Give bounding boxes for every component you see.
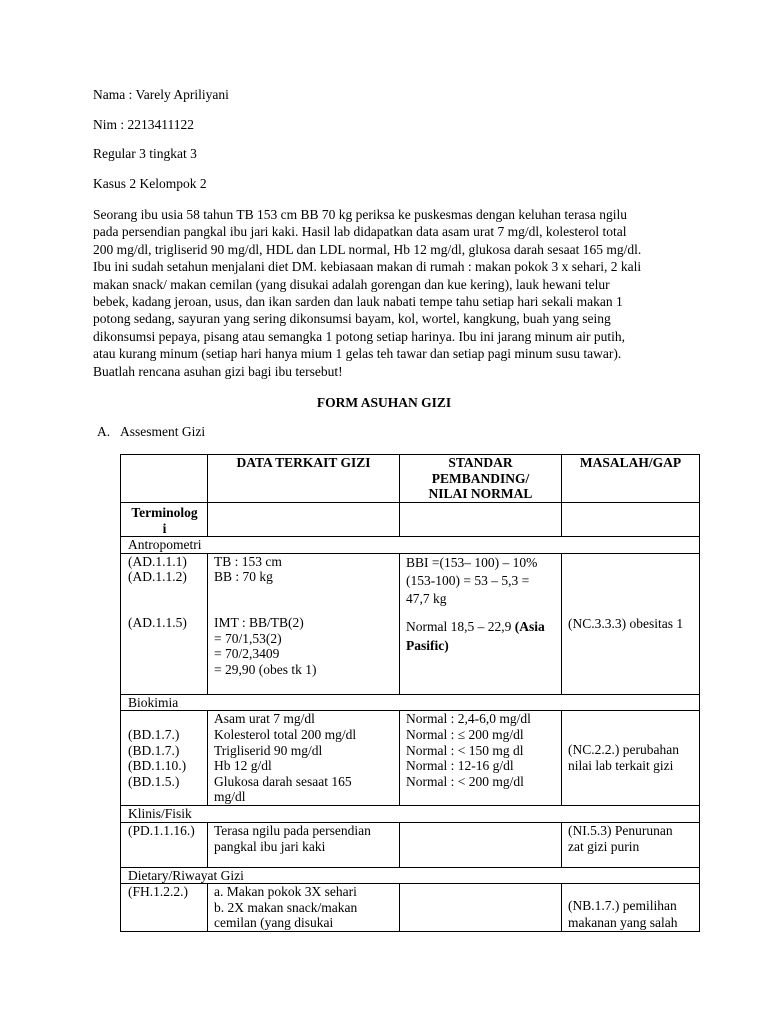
header-terminologi — [121, 503, 208, 537]
table-header-row — [121, 455, 700, 503]
data-cell — [208, 822, 400, 867]
student-class: Regular 3 tingkat 3 — [93, 146, 197, 161]
problem-line: (NC.2.2.) perubahan — [568, 742, 679, 758]
case-line: makan snack/ makan cemilan (yang disukai adalah gorengan dan kue kering), lauk hewani telur — [93, 276, 610, 292]
code-label: (AD.1.1.1) — [128, 553, 187, 569]
problem-cell — [562, 553, 700, 694]
terminology-cell — [121, 711, 208, 806]
case-line: potong sedang, sayuran yang sering dikonsumsi bayam, kol, wortel, kangkung, buah yang seing — [93, 311, 611, 327]
code-label: (BD.1.5.) — [128, 773, 180, 789]
data-line: Hb 12 g/dl — [214, 758, 272, 774]
problem-cell — [562, 822, 700, 867]
category-klinis: Klinis/Fisik — [121, 805, 700, 822]
spacer — [568, 711, 693, 742]
category-biokimia: Biokimia — [121, 694, 700, 711]
data-line: b. 2X makan snack/makan — [214, 899, 358, 915]
spacer — [128, 711, 201, 727]
problem-line: (NC.3.3.3) obesitas 1 — [568, 615, 684, 631]
table-row — [121, 822, 700, 867]
problem-line: (NI.5.3) Penurunan — [568, 822, 673, 838]
problem-cell — [562, 884, 700, 932]
code-label: (AD.1.1.2) — [128, 569, 187, 585]
case-group: Kasus 2 Kelompok 2 — [93, 176, 207, 191]
case-line: atau kurang minum (setiap hari hanya mium 1 gelas teh tawar dan setiap pagi minum susu tawar). — [93, 346, 622, 362]
code-label: (BD.1.7.) — [128, 726, 180, 742]
header-terminologi-line: i — [162, 520, 167, 536]
problem-line: (NB.1.7.) pemilihan — [568, 898, 677, 914]
standard-line: BBI =(153– 100) – 10% — [406, 554, 538, 570]
data-cell — [208, 711, 400, 806]
section-heading — [97, 424, 205, 440]
problem-cell — [562, 711, 700, 806]
standard-line: Normal : 2,4-6,0 mg/dl — [406, 711, 531, 727]
code-label: (AD.1.1.5) — [128, 614, 187, 630]
data-line: Trigliserid 90 mg/dl — [214, 742, 323, 758]
category-dietary: Dietary/Riwayat Gizi — [121, 867, 700, 884]
header-data: DATA TERKAIT GIZI — [208, 455, 400, 503]
spacer — [568, 554, 693, 616]
empty-cell — [400, 822, 562, 867]
table-row — [121, 503, 700, 537]
category-row — [121, 867, 700, 884]
case-line: Ibu ini sudah setahun menjalani diet DM. kebiasaan makan di rumah : makan pokok 3 x sehari, 2 kali — [93, 259, 642, 275]
spacer — [214, 585, 393, 615]
data-line: = 29,90 (obes tk 1) — [214, 661, 317, 677]
standard-cell — [400, 711, 562, 806]
empty-cell — [400, 503, 562, 537]
problem-line: zat gizi purin — [568, 839, 640, 855]
spacer — [568, 884, 693, 897]
data-line: = 70/1,53(2) — [214, 630, 282, 646]
data-line: TB : 153 cm — [214, 553, 282, 569]
code-label: (FH.1.2.2.) — [128, 884, 188, 900]
header-masalah: MASALAH/GAP — [562, 455, 700, 503]
section-title: Assesment Gizi — [120, 424, 206, 439]
data-line: BB : 70 kg — [214, 569, 273, 585]
empty-cell — [400, 884, 562, 932]
data-line: Terasa ngilu pada persendian — [214, 822, 371, 838]
student-name: Nama : Varely Apriliyani — [93, 87, 229, 102]
terminology-cell — [121, 822, 208, 867]
case-line: bebek, kadang jeroan, usus, dan ikan sarden dan lauk nabati tempe tahu setiap hari sekali makan 1 — [93, 294, 623, 310]
standard-bold-text: (Asia — [514, 618, 545, 634]
category-row — [121, 805, 700, 822]
category-row — [121, 694, 700, 711]
case-line: pada persendian pangkal ibu jari kaki. Hasil lab didapatkan data asam urat 7 mg/dl, kolesterol total — [93, 224, 627, 240]
standard-line: Normal : < 200 mg/dl — [406, 773, 524, 789]
spacer — [406, 608, 555, 617]
problem-line: nilai lab terkait gizi — [568, 757, 674, 773]
case-line: Seorang ibu usia 58 tahun TB 153 cm BB 70 kg periksa ke puskesmas dengan keluhan terasa ngilu — [93, 207, 628, 222]
standard-line: 47,7 kg — [406, 590, 447, 606]
header-standar-line: NILAI NORMAL — [428, 486, 533, 502]
table-row — [121, 553, 700, 694]
standard-line: Normal : ≤ 200 mg/dl — [406, 726, 524, 742]
standard-text: Normal 18,5 – 22,9 — [406, 618, 515, 634]
standard-bold-line: Pasific) — [406, 637, 449, 653]
category-antropometri: Antropometri — [121, 537, 700, 554]
data-line: = 70/2,3409 — [214, 646, 280, 662]
header-standar-line: PEMBANDING/ — [431, 470, 530, 486]
case-line: Buatlah rencana asuhan gizi bagi ibu tersebut! — [93, 363, 343, 379]
section-letter: A. — [97, 424, 111, 439]
empty-cell — [562, 503, 700, 537]
standard-line: (153-100) = 53 – 5,3 = — [406, 572, 530, 588]
code-label: (BD.1.7.) — [128, 742, 180, 758]
code-label: (PD.1.1.16.) — [128, 822, 195, 838]
table-row — [121, 884, 700, 932]
standard-line: Normal : < 150 mg dl — [406, 742, 524, 758]
table-row — [121, 711, 700, 806]
case-line: dikonsumsi pepaya, pisang atau semangka 1 potong setiap harinya. Ibu ini jarang minum air putih, — [93, 328, 626, 344]
data-line: pangkal ibu jari kaki — [214, 839, 326, 855]
spacer — [128, 585, 201, 615]
data-line: Asam urat 7 mg/dl — [214, 711, 315, 727]
header-standar — [400, 455, 562, 503]
problem-line: makanan yang salah — [568, 915, 678, 931]
header-empty-cell — [121, 455, 208, 503]
case-description — [93, 206, 693, 380]
terminology-cell — [121, 884, 208, 932]
empty-cell — [208, 503, 400, 537]
form-title: FORM ASUHAN GIZI — [316, 395, 452, 410]
data-line: Glukosa darah sesaat 165 — [214, 773, 352, 789]
code-label: (BD.1.10.) — [128, 758, 187, 774]
header-terminologi-line: Terminolog — [131, 505, 198, 520]
case-line: 200 mg/dl, trigliserid 90 mg/dl, HDL dan LDL normal, Hb 12 mg/dl, glukosa darah sesaat 165 mg/dl. — [93, 241, 642, 257]
header-standar-line: STANDAR — [448, 455, 513, 470]
data-line: cemilan (yang disukai — [214, 915, 334, 931]
terminology-cell — [121, 553, 208, 694]
student-nim: Nim : 2213411122 — [93, 117, 194, 132]
standard-cell — [400, 553, 562, 694]
assessment-table — [120, 454, 700, 932]
data-line: Kolesterol total 200 mg/dl — [214, 726, 357, 742]
data-line: IMT : BB/TB(2) — [214, 614, 304, 630]
data-cell — [208, 553, 400, 694]
standard-line — [406, 617, 555, 637]
data-line: mg/dl — [214, 789, 246, 805]
category-row — [121, 537, 700, 554]
data-line: a. Makan pokok 3X sehari — [214, 884, 357, 900]
standard-line: Normal : 12-16 g/dl — [406, 758, 514, 774]
data-cell — [208, 884, 400, 932]
